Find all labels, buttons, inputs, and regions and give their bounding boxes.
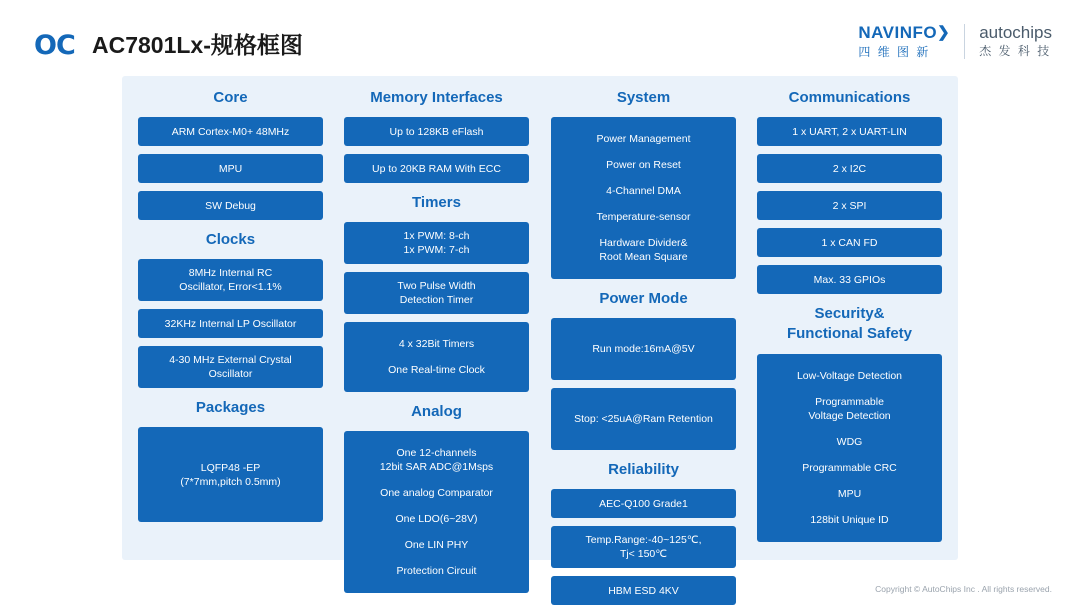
block-arm-core: ARM Cortex-M0+ 48MHz xyxy=(138,117,323,146)
group-title-reliability: Reliability xyxy=(608,461,679,478)
block-pwm-timers: 1x PWM: 8-ch 1x PWM: 7-ch xyxy=(344,222,529,264)
block-i2c: 2 x I2C xyxy=(757,154,942,183)
group-title-security: Security& Functional Safety xyxy=(786,305,913,342)
block-stop-mode: Stop: <25uA@Ram Retention xyxy=(551,388,736,450)
group-title-core: Core xyxy=(213,89,248,106)
block-mpu: MPU xyxy=(138,154,323,183)
chevron-right-icon: ❯ xyxy=(937,24,951,41)
column-system xyxy=(551,84,736,613)
block-sw-debug: SW Debug xyxy=(138,191,323,220)
block-hbm-esd: HBM ESD 4KV xyxy=(551,576,736,605)
group-title-clocks: Clocks xyxy=(205,231,256,248)
block-temp-range: Temp.Range:-40~125℃, Tj< 150℃ xyxy=(551,526,736,568)
group-title-packages: Packages xyxy=(195,399,266,416)
page-title: AC7801Lx-规格框图 xyxy=(92,32,303,58)
navinfo-logo xyxy=(858,24,965,59)
block-lp-oscillator: 32KHz Internal LP Oscillator xyxy=(138,309,323,338)
group-title-power-mode: Power Mode xyxy=(599,290,688,307)
block-package-lqfp48: LQFP48 -EP (7*7mm,pitch 0.5mm) xyxy=(138,427,323,522)
brand-lockup xyxy=(858,24,1052,59)
block-diagram-panel xyxy=(122,76,958,597)
block-spi: 2 x SPI xyxy=(757,191,942,220)
block-eflash: Up to 128KB eFlash xyxy=(344,117,529,146)
navinfo-name-en: NAVINFO xyxy=(858,23,938,42)
block-run-mode: Run mode:16mA@5V xyxy=(551,318,736,380)
column-core xyxy=(138,84,323,530)
page-header xyxy=(0,0,1080,72)
group-title-timers: Timers xyxy=(412,194,461,211)
column-memory-interfaces xyxy=(344,84,529,601)
block-system-features: Power Management Power on Reset 4-Channel DMA Temperature-sensor Hardware Divider& Root Mean Square xyxy=(551,117,736,279)
navinfo-name-cn: 四 维 图 新 xyxy=(858,45,931,59)
autochips-name-cn: 杰 发 科 技 xyxy=(979,44,1052,58)
group-title-memory-interfaces: Memory Interfaces xyxy=(370,89,503,106)
block-ram-ecc: Up to 20KB RAM With ECC xyxy=(344,154,529,183)
block-uart: 1 x UART, 2 x UART-LIN xyxy=(757,117,942,146)
block-analog-features: One 12-channels 12bit SAR ADC@1Msps One analog Comparator One LDO(6~28V) One LIN PHY Protection Circuit xyxy=(344,431,529,593)
block-32bit-timers-rtc: 4 x 32Bit Timers One Real-time Clock xyxy=(344,322,529,392)
group-title-analog: Analog xyxy=(411,403,462,420)
copyright-footer: Copyright © AutoChips Inc . All rights reserved. xyxy=(875,584,1052,594)
column-communications xyxy=(757,84,942,550)
block-external-crystal-osc: 4-30 MHz External Crystal Oscillator xyxy=(138,346,323,388)
autochips-name-en: autochips xyxy=(979,23,1052,42)
block-security-features: Low-Voltage Detection Programmable Voltage Detection WDG Programmable CRC MPU 128bit Unique ID xyxy=(757,354,942,542)
autochips-wordmark xyxy=(965,24,1052,58)
block-aec-q100: AEC-Q100 Grade1 xyxy=(551,489,736,518)
block-pulse-width-detection-timer: Two Pulse Width Detection Timer xyxy=(344,272,529,314)
group-title-system: System xyxy=(616,89,671,106)
block-can-fd: 1 x CAN FD xyxy=(757,228,942,257)
block-internal-rc-osc: 8MHz Internal RC Oscillator, Error<1.1% xyxy=(138,259,323,301)
autochips-logo: OC xyxy=(34,30,75,61)
block-gpios: Max. 33 GPIOs xyxy=(757,265,942,294)
group-title-communications: Communications xyxy=(788,89,911,106)
